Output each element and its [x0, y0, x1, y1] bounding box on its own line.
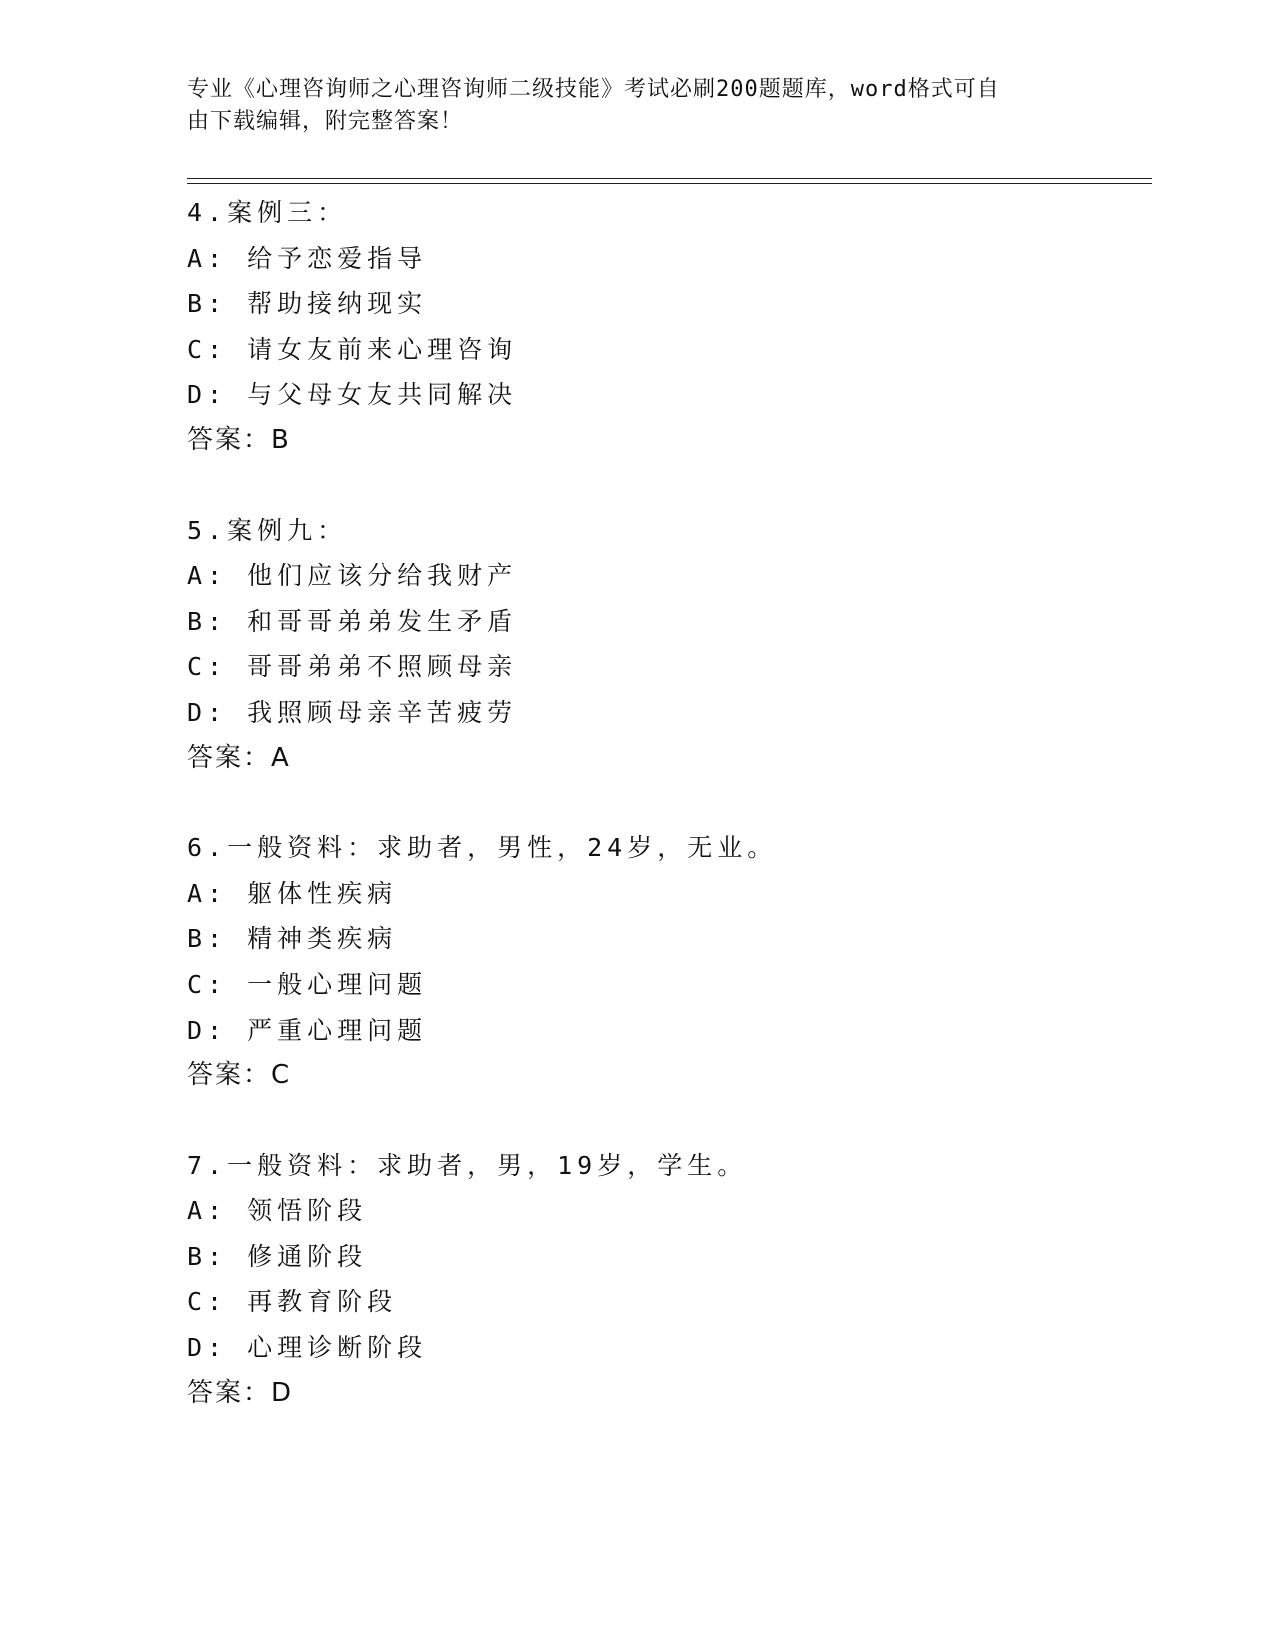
question-stem: 7.一般资料：求助者，男，19岁，学生。 — [187, 1150, 748, 1180]
question-stem: 5.案例九： — [187, 515, 348, 545]
option-c: C: 哥哥弟弟不照顾母亲 — [187, 652, 518, 682]
answer-label: 答案：A — [187, 742, 291, 773]
question-stem: 4.案例三： — [187, 198, 348, 227]
question-list — [187, 190, 1152, 1460]
answer-label: 答案：C — [187, 1060, 292, 1091]
option-d: D: 严重心理问题 — [187, 1015, 428, 1045]
document-header — [187, 74, 1067, 138]
header-divider-top — [187, 178, 1152, 179]
header-divider-bottom — [187, 183, 1152, 184]
option-b: B: 修通阶段 — [187, 1241, 368, 1271]
header-line-2: 由下载编辑，附完整答案！ — [187, 109, 464, 134]
question-stem: 6.一般资料：求助者，男性，24岁，无业。 — [187, 833, 778, 863]
option-c: C: 请女友前来心理咨询 — [187, 334, 518, 364]
option-b: B: 帮助接纳现实 — [187, 289, 428, 319]
option-d: D: 心理诊断阶段 — [187, 1333, 428, 1363]
header-line-1: 专业《心理咨询师之心理咨询师二级技能》考试必刷200题题库，word格式可自 — [187, 77, 1000, 102]
option-a: A: 给予恋爱指导 — [187, 243, 428, 273]
option-b: B: 和哥哥弟弟发生矛盾 — [187, 606, 518, 636]
option-d: D: 我照顾母亲辛苦疲劳 — [187, 697, 518, 727]
question-6 — [187, 825, 1152, 1099]
option-c: C: 一般心理问题 — [187, 969, 428, 999]
option-a: A: 躯体性疾病 — [187, 878, 398, 908]
option-d: D: 与父母女友共同解决 — [187, 380, 518, 410]
option-c: C: 再教育阶段 — [187, 1287, 398, 1317]
answer-label: 答案：B — [187, 424, 291, 455]
option-a: A: 领悟阶段 — [187, 1196, 368, 1226]
question-7 — [187, 1143, 1152, 1417]
option-b: B: 精神类疾病 — [187, 924, 398, 954]
option-a: A: 他们应该分给我财产 — [187, 561, 518, 591]
answer-label: 答案：D — [187, 1377, 294, 1408]
question-4 — [187, 190, 1152, 464]
question-5 — [187, 508, 1152, 782]
